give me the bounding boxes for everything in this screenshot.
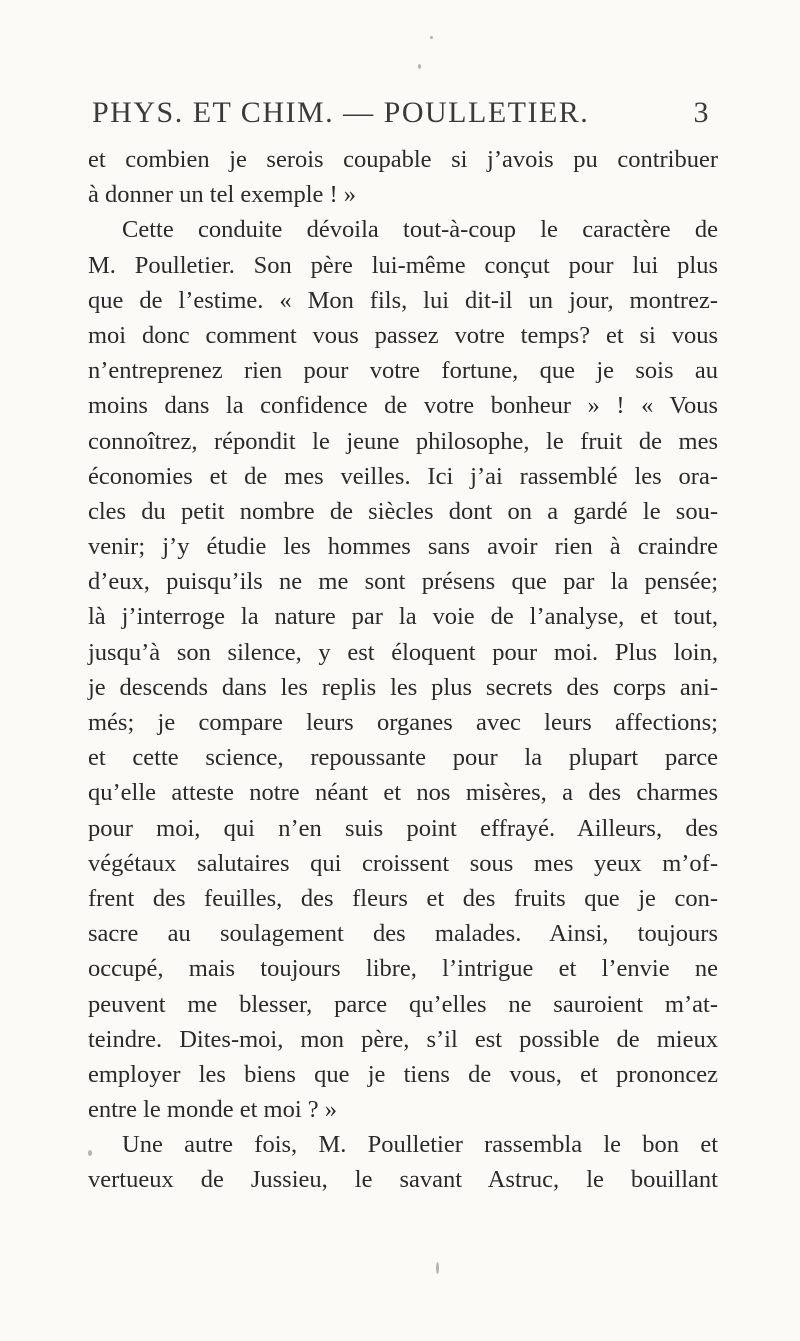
- text-line: venir; j’y étudie les hommes sans avoir rien à craindre: [88, 533, 718, 561]
- text-line: teindre. Dites-moi, mon père, s’il est possible de mieux: [88, 1025, 718, 1053]
- text-line: connoîtrez, répondit le jeune philosophe, le fruit de mes: [88, 427, 718, 455]
- page-number: 3: [693, 96, 710, 129]
- text-line: moins dans la confidence de votre bonheur » ! « Vous: [88, 392, 718, 420]
- text-line: vertueux de Jussieu, le savant Astruc, le bouillant: [88, 1166, 718, 1194]
- text-line: occupé, mais toujours libre, l’intrigue et l’envie ne: [88, 955, 718, 983]
- text-line: M. Poulletier. Son père lui-même conçut pour lui plus: [88, 251, 718, 279]
- text-line: més; je compare leurs organes avec leurs affections;: [88, 709, 718, 736]
- running-title: PHYS. ET CHIM. — POULLETIER.: [92, 96, 590, 129]
- text-line: je descends dans les replis les plus secrets des corps ani-: [88, 673, 718, 701]
- text-line: et cette science, repoussante pour la plupart parce: [88, 744, 718, 772]
- text-line: et combien je serois coupable si j’avois pu contribuer: [88, 146, 718, 173]
- text-line: qu’elle atteste notre néant et nos misères, a des charmes: [88, 779, 718, 807]
- text-line: peuvent me blesser, parce qu’elles ne sauroient m’at-: [88, 990, 718, 1018]
- text-line: Cette conduite dévoila tout-à-coup le caractère de: [122, 216, 718, 244]
- text-line: frent des feuilles, des fleurs et des fruits que je con-: [88, 884, 718, 912]
- text-line: à donner un tel exemple ! »: [88, 181, 357, 209]
- text-line: végétaux salutaires qui croissent sous mes yeux m’of-: [88, 849, 718, 877]
- text-line: sacre au soulagement des malades. Ainsi, toujours: [88, 920, 718, 948]
- text-line: n’entreprenez rien pour votre fortune, que je sois au: [88, 357, 718, 385]
- paper-speck: [436, 1262, 439, 1274]
- text-line: économies et de mes veilles. Ici j’ai rassemblé les ora-: [88, 462, 718, 490]
- paper-speck: [418, 64, 421, 69]
- text-line: cles du petit nombre de siècles dont on a gardé le sou-: [88, 497, 718, 525]
- text-line: moi donc comment vous passez votre temps? et si vous: [88, 321, 718, 349]
- body-text: [88, 142, 718, 1198]
- text-line: là j’interroge la nature par la voie de l’analyse, et tout,: [88, 603, 718, 631]
- text-line: jusqu’à son silence, y est éloquent pour moi. Plus loin,: [88, 638, 718, 666]
- text-line: employer les biens que je tiens de vous, et prononcez: [88, 1060, 718, 1088]
- text-line: que de l’estime. « Mon fils, lui dit-il un jour, montrez-: [88, 286, 718, 314]
- page-header: [92, 96, 710, 136]
- text-line: d’eux, puisqu’ils ne me sont présens que par la pensée;: [88, 568, 718, 596]
- text-line: pour moi, qui n’en suis point effrayé. Ailleurs, des: [88, 814, 718, 842]
- text-line: entre le monde et moi ? »: [88, 1096, 337, 1124]
- text-line: Une autre fois, M. Poulletier rassembla le bon et: [122, 1131, 718, 1159]
- paper-speck: [430, 36, 433, 39]
- paper-speck: [88, 1150, 92, 1156]
